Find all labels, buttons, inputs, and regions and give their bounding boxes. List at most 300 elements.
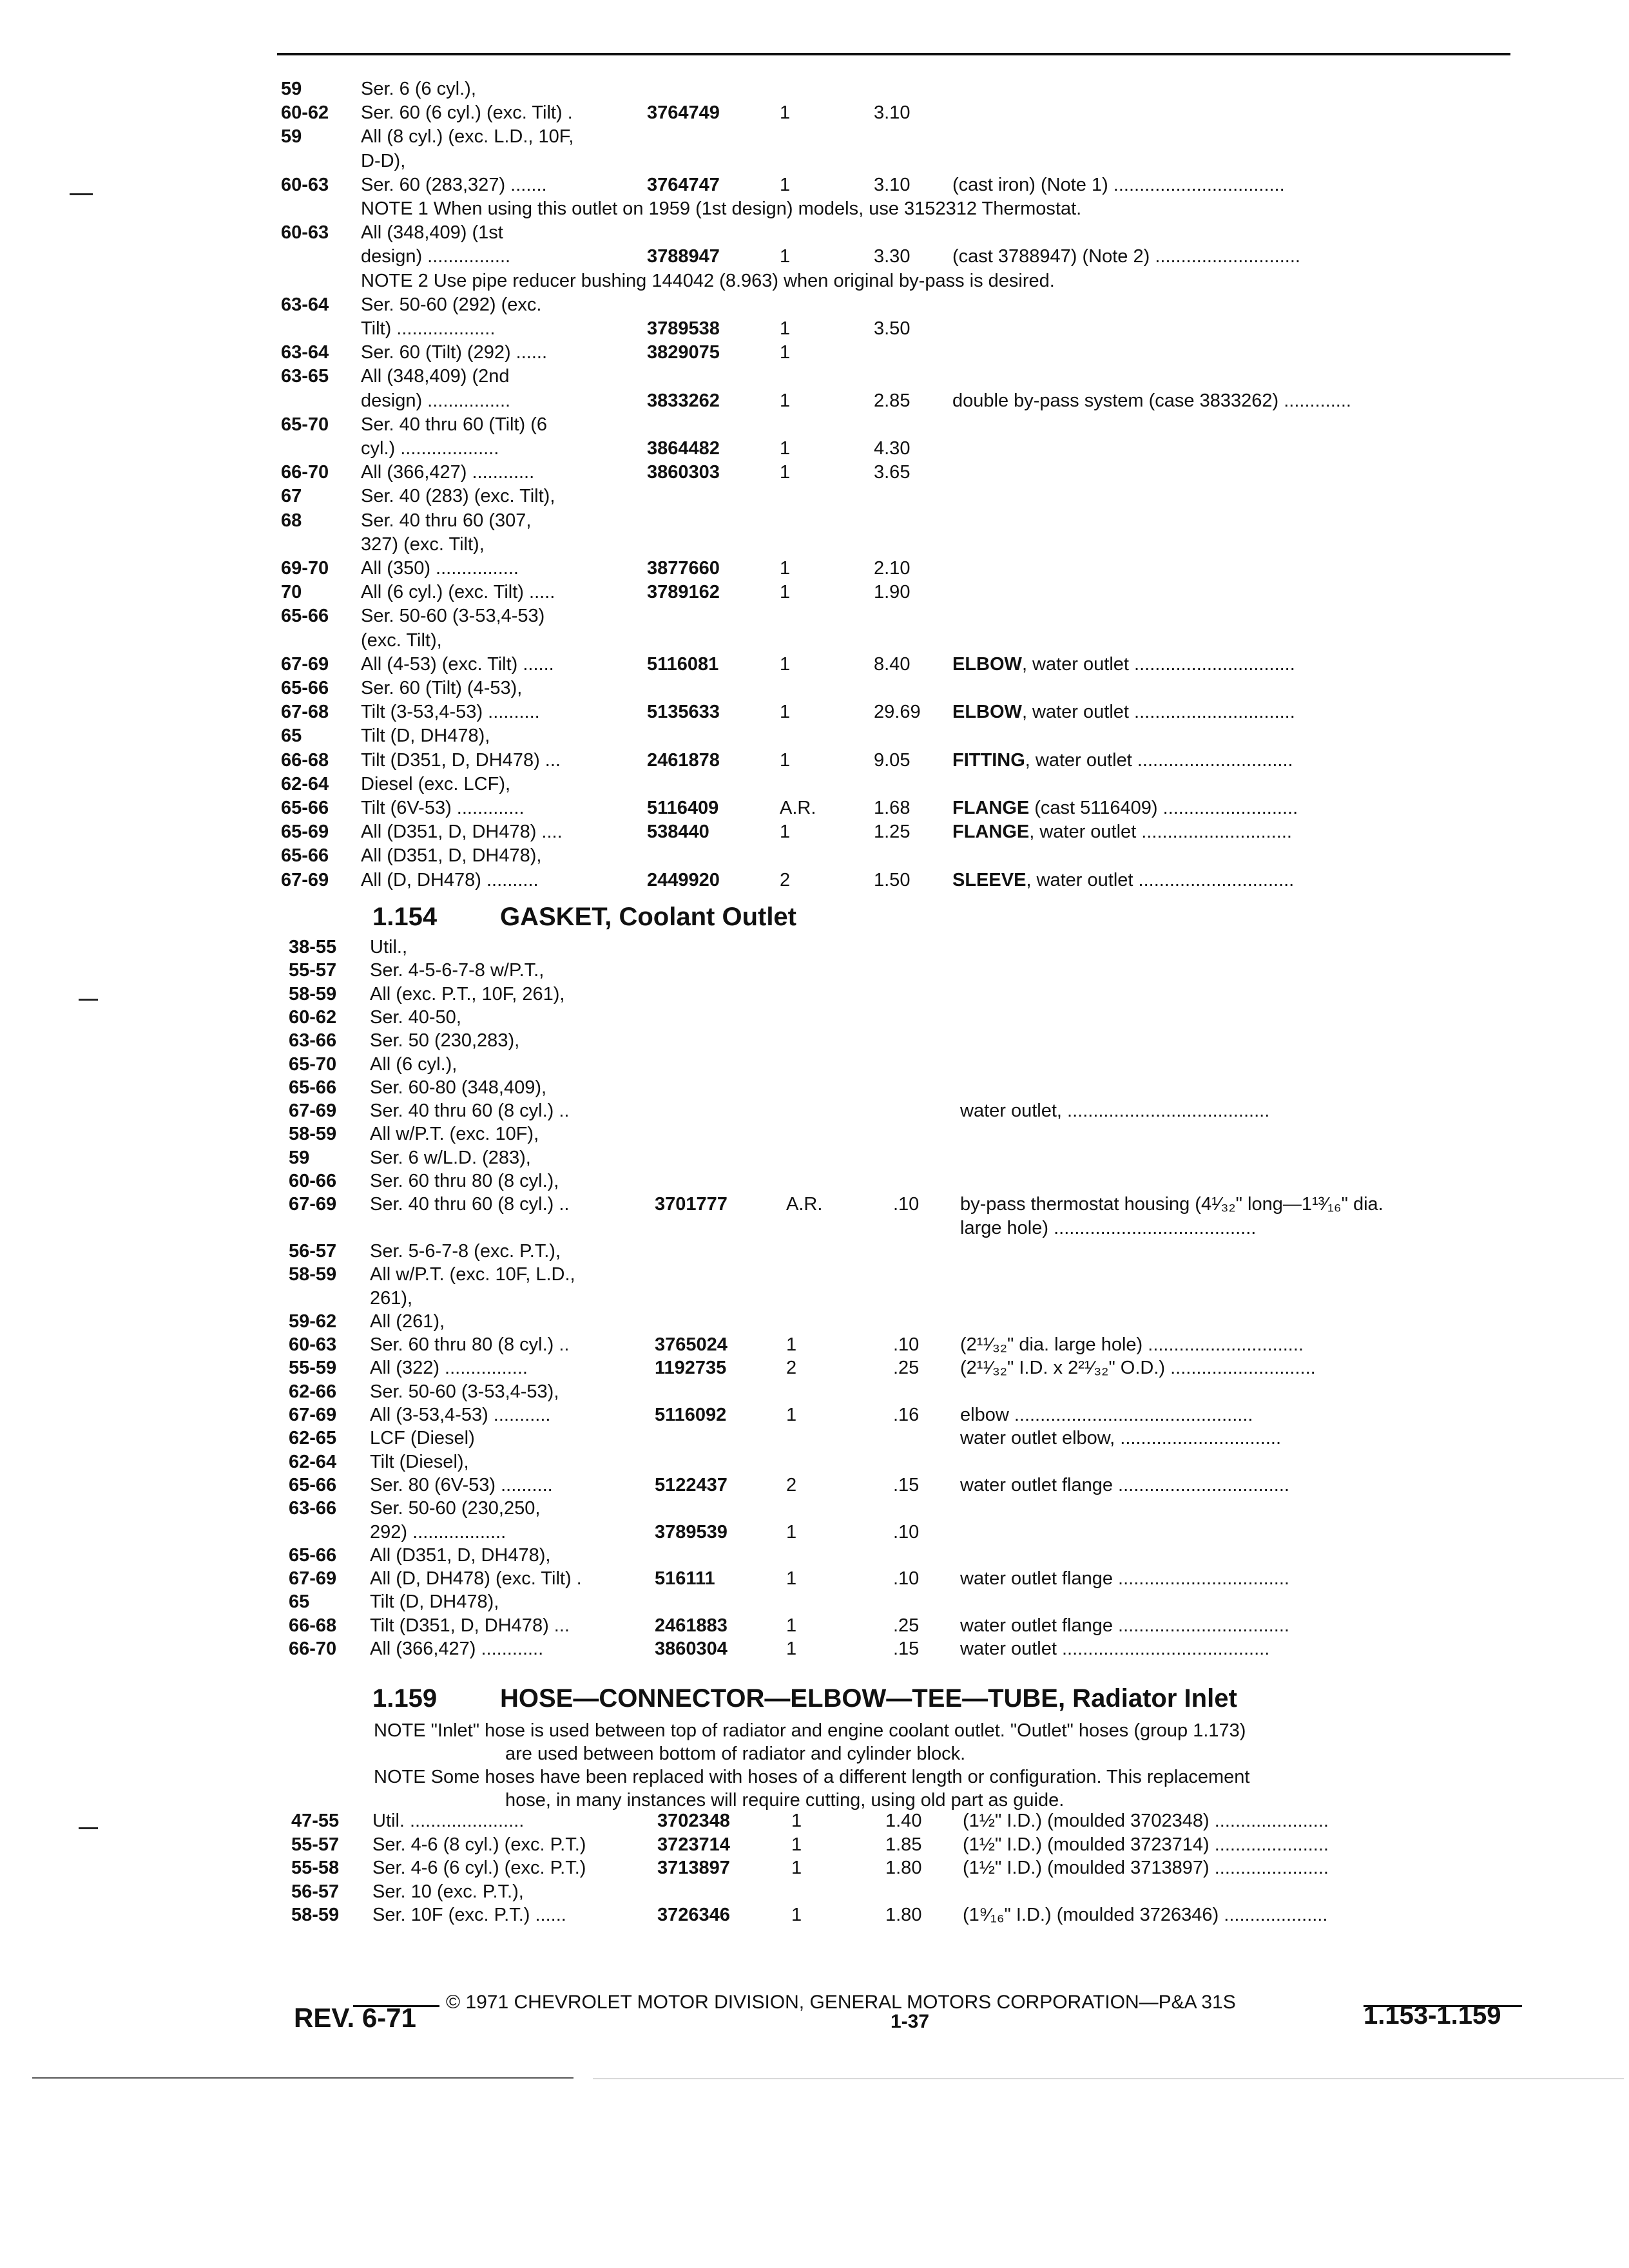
description <box>963 1809 1521 1832</box>
list-item <box>0 1216 1629 1240</box>
part-number: 2461883 <box>655 1615 728 1636</box>
item-note: (2¹¹⁄₃₂" I.D. x 2²¹⁄₃₂" O.D.) ............................ <box>960 1358 1316 1379</box>
scan-edge-line <box>32 2077 574 2079</box>
list-item <box>0 1356 1629 1379</box>
quantity: 1 <box>791 1905 802 1926</box>
list-item <box>0 1856 1629 1879</box>
model-years: 63-64 <box>281 342 329 363</box>
list-item <box>0 1474 1629 1497</box>
part-number: 3713897 <box>657 1858 730 1879</box>
list-item <box>0 1333 1629 1356</box>
application: Ser. 5-6-7-8 (exc. P.T.), <box>370 1240 561 1262</box>
list-item <box>0 1403 1629 1427</box>
application: Ser. 60 (Tilt) (4-53), <box>361 678 523 698</box>
price: .25 <box>893 1358 920 1379</box>
item-note: water outlet flange ................................. <box>960 1474 1289 1495</box>
application: All (8 cyl.) (exc. L.D., 10F, <box>361 126 574 148</box>
part-number: 5135633 <box>647 702 720 723</box>
price: 8.40 <box>874 653 911 675</box>
model-years: 65 <box>281 726 302 747</box>
model-years: 66-68 <box>281 749 329 771</box>
application: All (366,427) ............ <box>370 1639 544 1659</box>
application: Ser. 60 (Tilt) (292) ...... <box>361 342 548 363</box>
list-item <box>0 1006 1629 1029</box>
model-years: 70 <box>281 582 302 603</box>
list-item <box>0 844 1629 867</box>
part-number: 3829075 <box>647 342 720 363</box>
item-note: elbow .............................................. <box>960 1405 1253 1425</box>
section-note <box>374 1719 1250 1812</box>
model-years: 55-58 <box>291 1858 340 1879</box>
model-years: 55-57 <box>289 960 337 981</box>
list-item <box>0 1521 1629 1544</box>
description <box>963 1856 1521 1879</box>
list-item <box>0 959 1629 982</box>
price: 3.30 <box>874 246 911 267</box>
list-item <box>0 1380 1629 1403</box>
quantity: 1 <box>786 1521 797 1542</box>
model-years: 67-69 <box>289 1194 337 1215</box>
list-item <box>0 173 1629 197</box>
application: Ser. 10 (exc. P.T.), <box>372 1881 524 1902</box>
price: 1.68 <box>874 798 911 818</box>
quantity: 1 <box>780 822 791 843</box>
section-number: 1.154 <box>372 903 438 931</box>
description <box>960 1193 1521 1216</box>
description <box>960 1356 1521 1379</box>
price: 1.90 <box>874 582 911 603</box>
model-years: 67-69 <box>289 1405 337 1425</box>
list-item <box>0 1637 1629 1660</box>
list-item <box>0 365 1629 388</box>
model-years: 63-64 <box>281 294 329 315</box>
model-years: 65-66 <box>289 1544 337 1566</box>
application: Ser. 4-6 (8 cyl.) (exc. P.T.) <box>372 1834 586 1855</box>
quantity: 1 <box>780 702 791 723</box>
list-item <box>0 700 1629 724</box>
application: All (D, DH478) .......... <box>361 869 539 890</box>
part-number: 3726346 <box>657 1905 730 1926</box>
section-title: GASKET, Coolant Outlet <box>500 903 796 931</box>
part-number: 3765024 <box>655 1334 728 1356</box>
description <box>952 700 1521 724</box>
list-item <box>0 509 1629 532</box>
model-years: 63-66 <box>289 1030 337 1052</box>
application: All (366,427) ............ <box>361 462 535 483</box>
part-number: 3877660 <box>647 558 720 579</box>
item-note: , water outlet .............................. <box>1025 749 1293 771</box>
application: Ser. 80 (6V-53) .......... <box>370 1474 553 1495</box>
item-note: by-pass thermostat housing (4¹⁄₃₂" long—1¹³⁄₁₆" dia. <box>960 1194 1383 1215</box>
model-years: 62-64 <box>289 1451 337 1472</box>
model-years: 60-66 <box>289 1171 337 1191</box>
model-years: 63-66 <box>289 1498 337 1519</box>
model-years: 55-59 <box>289 1358 337 1379</box>
quantity: 2 <box>786 1474 797 1495</box>
price: 3.50 <box>874 318 911 339</box>
quantity: A.R. <box>786 1194 823 1215</box>
price: .15 <box>893 1639 920 1659</box>
description <box>960 1333 1521 1356</box>
application: Ser. 40-50, <box>370 1006 461 1028</box>
application: 327) (exc. Tilt), <box>361 533 485 555</box>
note-line: NOTE "Inlet" hose is used between top of radiator and engine coolant outlet. "Outlet" hoses (group 1.173) <box>374 1720 1246 1741</box>
list-item <box>0 77 1629 101</box>
quantity: 2 <box>780 869 791 890</box>
price: .10 <box>893 1568 920 1590</box>
list-item <box>0 1833 1629 1856</box>
item-label: SLEEVE <box>952 869 1027 890</box>
application: D-D), <box>361 150 406 171</box>
application: Util. ...................... <box>372 1811 525 1831</box>
application: All (D351, D, DH478), <box>370 1544 551 1566</box>
model-years: 56-57 <box>289 1240 337 1262</box>
application: Ser. 4-5-6-7-8 w/P.T., <box>370 960 545 981</box>
price: 2.85 <box>874 390 911 411</box>
quantity: 1 <box>786 1615 797 1636</box>
application: cyl.) ................... <box>361 438 499 459</box>
model-years: 65-66 <box>281 845 329 867</box>
application: Tilt (Diesel), <box>370 1451 469 1472</box>
model-years: 62-65 <box>289 1428 337 1449</box>
part-number: 2461878 <box>647 749 720 771</box>
price: 1.40 <box>885 1811 922 1831</box>
item-note: water outlet ........................................ <box>960 1639 1270 1659</box>
application: Ser. 50-60 (230,250, <box>370 1498 541 1519</box>
part-number: 3860304 <box>655 1639 728 1659</box>
model-years: 38-55 <box>289 937 337 957</box>
list-item <box>0 820 1629 843</box>
item-label: FLANGE <box>952 798 1030 818</box>
model-years: 56-57 <box>291 1881 340 1902</box>
application: All (D, DH478) (exc. Tilt) . <box>370 1568 582 1590</box>
quantity: 1 <box>780 582 791 603</box>
top-rule <box>277 53 1510 55</box>
list-item <box>0 293 1629 316</box>
quantity: 1 <box>791 1811 802 1831</box>
description <box>952 749 1521 772</box>
item-note: , water outlet ............................... <box>1021 702 1295 723</box>
description <box>952 796 1521 820</box>
application: Tilt (3-53,4-53) .......... <box>361 702 540 723</box>
quantity: 1 <box>780 438 791 459</box>
price: .10 <box>893 1521 920 1542</box>
list-item <box>0 341 1629 364</box>
item-note: water outlet flange ................................. <box>960 1568 1289 1590</box>
application: Tilt (D, DH478), <box>370 1591 499 1613</box>
item-note: (1⁹⁄₁₆" I.D.) (moulded 3726346) .................... <box>963 1905 1328 1926</box>
item-note: , water outlet ............................. <box>1029 822 1292 843</box>
note-line: are used between bottom of radiator and cylinder block. <box>505 1744 966 1764</box>
part-number: 5116409 <box>647 798 719 818</box>
item-label: FLANGE <box>952 822 1030 843</box>
item-note: (1½" I.D.) (moulded 3713897) ...................... <box>963 1858 1329 1879</box>
item-label: FITTING <box>952 749 1025 771</box>
application: Ser. 40 (283) (exc. Tilt), <box>361 486 555 507</box>
application: All (exc. P.T., 10F, 261), <box>370 983 565 1004</box>
price: 9.05 <box>874 749 911 771</box>
footer-page-number: 1-37 <box>891 2011 930 2032</box>
price: 1.85 <box>885 1834 922 1855</box>
list-item <box>0 604 1629 628</box>
list-item <box>0 1263 1629 1286</box>
quantity: 1 <box>780 749 791 771</box>
description <box>960 1474 1521 1497</box>
model-years: 67-69 <box>289 1100 337 1122</box>
description <box>952 173 1521 197</box>
list-item <box>0 796 1629 820</box>
application: (exc. Tilt), <box>361 629 442 651</box>
footer-revision: REV. 6-71 <box>294 2003 416 2033</box>
part-number: 3764749 <box>647 102 720 124</box>
model-years: 66-70 <box>289 1639 337 1659</box>
list-item <box>0 485 1629 508</box>
list-item <box>0 317 1629 340</box>
model-years: 65-66 <box>281 798 329 818</box>
section-number: 1.159 <box>372 1684 438 1713</box>
description <box>952 245 1521 268</box>
item-note: , water outlet .............................. <box>1026 869 1295 890</box>
model-years: 58-59 <box>289 1264 337 1285</box>
model-years: 59-62 <box>289 1311 337 1332</box>
part-number: 3701777 <box>655 1194 728 1215</box>
model-years: 47-55 <box>291 1811 340 1831</box>
model-years: 55-57 <box>291 1834 340 1855</box>
list-item <box>0 413 1629 436</box>
part-number: 3833262 <box>647 390 720 411</box>
list-item <box>0 1614 1629 1637</box>
model-years: 67-69 <box>281 869 329 890</box>
part-number: 5116081 <box>647 653 719 675</box>
quantity: 1 <box>780 390 791 411</box>
quantity: 1 <box>791 1858 802 1879</box>
model-years: 58-59 <box>291 1905 340 1926</box>
price: 3.10 <box>874 102 911 124</box>
item-label: ELBOW <box>952 653 1022 675</box>
application: Tilt (D, DH478), <box>361 726 490 747</box>
part-number: 2449920 <box>647 869 720 890</box>
description <box>952 820 1521 843</box>
list-item <box>0 1427 1629 1450</box>
item-note: water outlet elbow, ............................... <box>960 1428 1282 1449</box>
list-item <box>0 1193 1629 1216</box>
list-item <box>0 581 1629 604</box>
quantity: 1 <box>780 246 791 267</box>
item-note: (1½" I.D.) (moulded 3723714) ...................... <box>963 1834 1329 1855</box>
price: 1.25 <box>874 822 911 843</box>
model-years: 60-63 <box>281 222 329 244</box>
part-number: 3788947 <box>647 246 720 267</box>
price: .16 <box>893 1405 920 1425</box>
application: Diesel (exc. LCF), <box>361 773 511 794</box>
note-line: hose, in many instances will require cutting, using old part as guide. <box>505 1790 1065 1811</box>
list-item <box>0 437 1629 460</box>
model-years: 67-68 <box>281 702 329 723</box>
application: design) ................ <box>361 390 511 411</box>
list-item <box>0 1903 1629 1927</box>
application: Ser. 40 thru 60 (8 cyl.) .. <box>370 1194 570 1215</box>
list-item <box>0 1169 1629 1193</box>
application: All w/P.T. (exc. 10F), <box>370 1124 539 1145</box>
list-item <box>0 1544 1629 1567</box>
application: Ser. 60-80 (348,409), <box>370 1077 547 1098</box>
model-years: 58-59 <box>289 983 337 1004</box>
list-item <box>0 677 1629 700</box>
application: Ser. 50 (230,283), <box>370 1030 520 1052</box>
list-item <box>0 1567 1629 1590</box>
price: 2.10 <box>874 558 911 579</box>
model-years: 68 <box>281 510 302 531</box>
application: All (3-53,4-53) ........... <box>370 1405 551 1425</box>
list-item <box>0 389 1629 412</box>
list-item <box>0 1450 1629 1474</box>
model-years: 62-64 <box>281 773 329 794</box>
quantity: 1 <box>780 558 791 579</box>
list-item <box>0 629 1629 652</box>
description <box>952 653 1521 676</box>
note-line: NOTE Some hoses have been replaced with hoses of a different length or configuration. This replacement <box>374 1767 1250 1787</box>
application: All (6 cyl.), <box>370 1053 458 1075</box>
item-note: (cast iron) (Note 1) ................................. <box>952 174 1285 195</box>
price: 1.80 <box>885 1905 922 1926</box>
quantity: 1 <box>786 1405 797 1425</box>
part-number: 3789162 <box>647 582 720 603</box>
application: design) ................ <box>361 246 511 267</box>
quantity: 1 <box>786 1639 797 1659</box>
item-note: double by-pass system (case 3833262) ............. <box>952 390 1351 411</box>
list-item <box>0 1146 1629 1169</box>
model-years: 63-65 <box>281 366 329 387</box>
quantity: 1 <box>780 174 791 195</box>
price: 4.30 <box>874 438 911 459</box>
list-item <box>0 1287 1629 1310</box>
application: 261), <box>370 1287 413 1309</box>
application: All (261), <box>370 1311 445 1332</box>
description <box>960 1216 1521 1240</box>
model-years: 67-69 <box>281 653 329 675</box>
application: Ser. 60 thru 80 (8 cyl.), <box>370 1171 559 1191</box>
application: All (348,409) (1st <box>361 222 503 244</box>
description <box>963 1833 1521 1856</box>
list-item <box>0 245 1629 268</box>
item-note: (cast 5116409) .......................... <box>1029 798 1298 818</box>
application: Tilt (D351, D, DH478) ... <box>370 1615 570 1636</box>
item-label: ELBOW <box>952 702 1022 723</box>
application: Ser. 40 thru 60 (307, <box>361 510 532 531</box>
model-years: 66-68 <box>289 1615 337 1636</box>
quantity: 2 <box>786 1358 797 1379</box>
model-years: 59 <box>289 1147 310 1168</box>
model-years: 60-62 <box>281 102 329 124</box>
list-item <box>0 1076 1629 1099</box>
model-years: 60-62 <box>289 1006 337 1028</box>
model-years: 60-63 <box>289 1334 337 1356</box>
list-item <box>0 221 1629 244</box>
application: Ser. 50-60 (3-53,4-53) <box>361 606 545 627</box>
list-item <box>0 269 1629 293</box>
quantity: 1 <box>780 342 791 363</box>
application: All (350) ................ <box>361 558 519 579</box>
item-note: water outlet flange ................................. <box>960 1615 1289 1636</box>
price: 1.50 <box>874 869 911 890</box>
application: NOTE 1 When using this outlet on 1959 (1st design) models, use 3152312 Thermostat. <box>361 198 1082 219</box>
model-years: 67-69 <box>289 1568 337 1590</box>
part-number: 3764747 <box>647 174 720 195</box>
list-item <box>0 533 1629 556</box>
quantity: 1 <box>786 1334 797 1356</box>
item-note: , water outlet ............................... <box>1021 653 1295 675</box>
description <box>963 1903 1521 1927</box>
quantity: 1 <box>791 1834 802 1855</box>
list-item <box>0 1122 1629 1146</box>
application: LCF (Diesel) <box>370 1428 475 1449</box>
application: All (D351, D, DH478), <box>361 845 542 867</box>
quantity: 1 <box>780 462 791 483</box>
application: Ser. 60 (6 cyl.) (exc. Tilt) . <box>361 102 573 124</box>
description <box>960 1567 1521 1590</box>
list-item <box>0 749 1629 772</box>
application: All (322) ................ <box>370 1358 528 1379</box>
application: All (4-53) (exc. Tilt) ...... <box>361 653 554 675</box>
description <box>952 869 1521 892</box>
item-note: (cast 3788947) (Note 2) ............................ <box>952 246 1300 267</box>
item-note: (1½" I.D.) (moulded 3702348) ...................... <box>963 1811 1329 1831</box>
part-number: 3864482 <box>647 438 720 459</box>
list-item <box>0 1809 1629 1832</box>
application: Ser. 50-60 (3-53,4-53), <box>370 1381 559 1402</box>
part-number: 5122437 <box>655 1474 728 1495</box>
application: Ser. 60 thru 80 (8 cyl.) .. <box>370 1334 570 1356</box>
model-years: 58-59 <box>289 1124 337 1145</box>
model-years: 60-63 <box>281 174 329 195</box>
list-item <box>0 1029 1629 1052</box>
list-item <box>0 461 1629 484</box>
application: Ser. 40 thru 60 (Tilt) (6 <box>361 414 548 435</box>
list-item <box>0 197 1629 220</box>
model-years: 65-66 <box>281 606 329 627</box>
quantity: 1 <box>780 102 791 124</box>
application: Tilt (D351, D, DH478) ... <box>361 749 561 771</box>
model-years: 65-66 <box>289 1077 337 1098</box>
list-item <box>0 1590 1629 1613</box>
part-number: 3723714 <box>657 1834 730 1855</box>
model-years: 67 <box>281 486 302 507</box>
list-item <box>0 149 1629 173</box>
item-note: water outlet, ....................................... <box>960 1100 1270 1122</box>
list-item <box>0 936 1629 959</box>
application: Ser. 6 w/L.D. (283), <box>370 1147 531 1168</box>
list-item <box>0 1053 1629 1076</box>
quantity: 1 <box>786 1568 797 1590</box>
part-number: 516111 <box>655 1568 715 1590</box>
application: Ser. 10F (exc. P.T.) ...... <box>372 1905 566 1926</box>
list-item <box>0 101 1629 124</box>
footer-copyright: © 1971 CHEVROLET MOTOR DIVISION, GENERAL MOTORS CORPORATION—P&A 31S <box>446 1992 1236 2013</box>
part-number: 1192735 <box>655 1358 727 1379</box>
model-years: 69-70 <box>281 558 329 579</box>
description <box>952 389 1521 412</box>
model-years: 65-66 <box>281 678 329 698</box>
model-years: 62-66 <box>289 1381 337 1402</box>
description <box>960 1427 1521 1450</box>
description <box>960 1099 1521 1122</box>
quantity: 1 <box>780 653 791 675</box>
application: All (6 cyl.) (exc. Tilt) ..... <box>361 582 555 603</box>
list-item <box>0 1880 1629 1903</box>
application: All (348,409) (2nd <box>361 366 510 387</box>
footer-section-range: 1.153-1.159 <box>1364 2001 1501 2030</box>
list-item <box>0 724 1629 747</box>
